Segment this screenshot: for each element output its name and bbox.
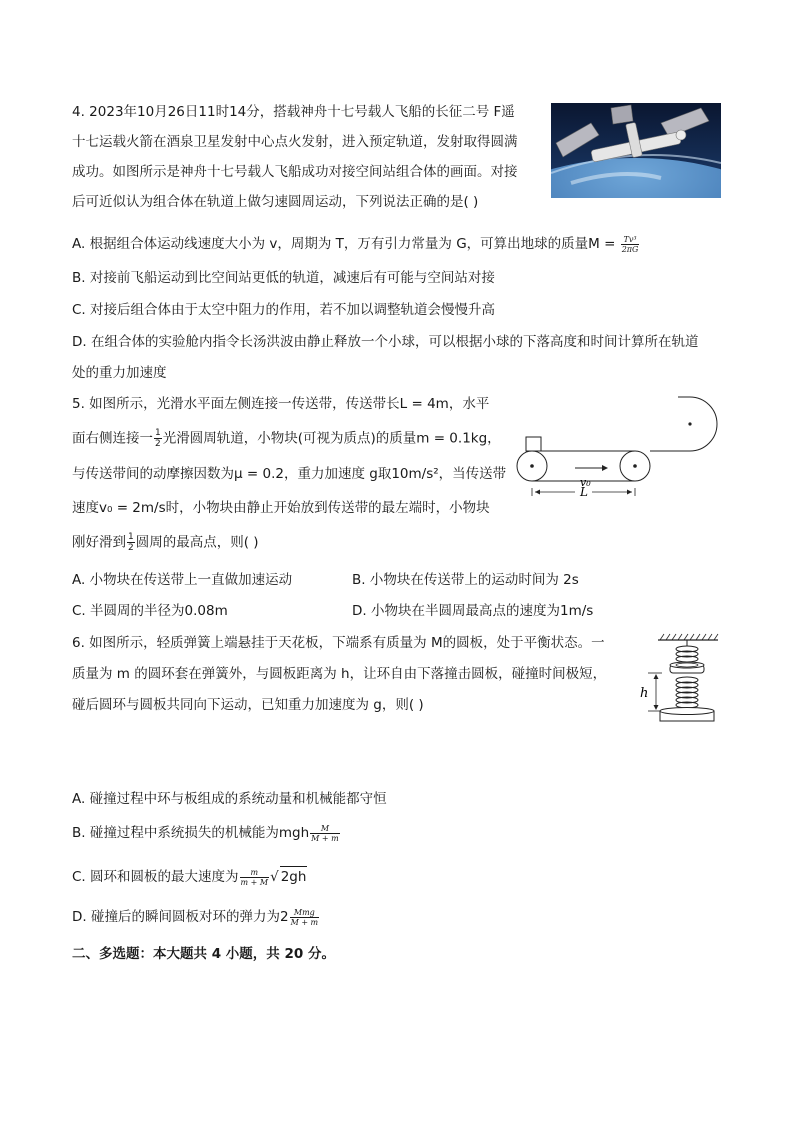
q5-option-d: D. 小物块在半圆周最高点的速度为1m/s xyxy=(352,603,594,619)
q5-option-a: A. 小物块在传送带上一直做加速运动 xyxy=(72,572,293,588)
q4-line-4: 后可近似认为组合体在轨道上做匀速圆周运动，下列说法正确的是( ) xyxy=(72,194,479,210)
q6-d-denominator: M + m xyxy=(290,917,319,927)
q5-line-2-end: 光滑圆周轨道，小物块(可视为质点)的质量m = 0.1kg， xyxy=(162,430,501,447)
q6-line-2: 质量为 m 的圆环套在弹簧外，与圆板距离为 h，让环自由下落撞击圆板，碰撞时间极短， xyxy=(72,666,607,682)
q6-c-radicand: 2gh xyxy=(280,866,308,887)
q4-option-c: C. 对接后组合体由于太空中阻力的作用，若不加以调整轨道会慢慢升高 xyxy=(72,302,496,318)
spring-ring-figure xyxy=(630,632,725,727)
q6-option-b-text: B. 碰撞过程中系统损失的机械能为mgh xyxy=(72,825,310,841)
q6-c-denominator: m + M xyxy=(240,877,269,887)
q4-line-1: 4. 2023年10月26日11时14分，搭载神舟十七号载人飞船的长征二号 F遥 xyxy=(72,104,515,120)
space-station-photo xyxy=(551,103,721,198)
q5-line-5-end: 圆周的最高点，则( ) xyxy=(135,534,259,551)
q5-fraction-numerator: 1 xyxy=(155,428,161,438)
q4-fraction-numerator: Tv³ xyxy=(621,235,640,245)
q5-half-fraction xyxy=(154,428,162,449)
q6-option-c xyxy=(72,866,307,887)
q4-option-a-text: A. 根据组合体运动线速度大小为 v，周期为 T，万有引力常量为 G，可算出地球的质量M = xyxy=(72,236,616,252)
conveyor-belt-figure xyxy=(510,392,725,504)
q5-line-5-start: 刚好滑到 xyxy=(72,534,126,551)
q6-d-numerator: Mmg xyxy=(290,908,320,918)
q6-option-b-fraction xyxy=(310,824,340,843)
q6-option-d xyxy=(72,907,320,927)
q5-half-fraction-2 xyxy=(127,532,135,553)
sqrt-symbol: √ xyxy=(270,869,279,885)
q6-option-a: A. 碰撞过程中环与板组成的系统动量和机械能都守恒 xyxy=(72,791,387,807)
q5-fraction-denominator-2: 2 xyxy=(128,543,134,553)
q5-line-4: 速度v₀ = 2m/s时，小物块由静止开始放到传送带的最左端时，小物块 xyxy=(72,500,490,516)
q4-line-3: 成功。如图所示是神舟十七号载人飞船成功对接空间站组合体的画面。对接 xyxy=(72,164,518,180)
q4-option-a xyxy=(72,234,640,254)
q6-option-d-text: D. 碰撞后的瞬间圆板对环的弹力为2 xyxy=(72,909,289,925)
q6-b-numerator: M xyxy=(310,824,340,834)
q4-line-2: 十七运载火箭在酒泉卫星发射中心点火发射，进入预定轨道，发射取得圆满 xyxy=(72,134,518,150)
conveyor-length-label: L xyxy=(580,485,588,499)
q4-option-d-line-1: D. 在组合体的实验舱内指令长汤洪波由静止释放一个小球，可以根据小球的下落高度和时间计算所在轨道 xyxy=(72,334,699,350)
q4-option-b: B. 对接前飞船运动到比空间站更低的轨道，减速后有可能与空间站对接 xyxy=(72,270,495,286)
conveyor-v0-label: v₀ xyxy=(580,476,591,489)
q5-fraction-denominator: 2 xyxy=(155,439,161,449)
q5-option-b: B. 小物块在传送带上的运动时间为 2s xyxy=(352,572,579,588)
q5-fraction-numerator-2: 1 xyxy=(128,532,134,542)
q6-option-c-fraction xyxy=(240,868,270,887)
q6-option-c-text: C. 圆环和圆板的最大速度为 xyxy=(72,869,239,885)
q6-option-b xyxy=(72,823,341,843)
q6-line-3: 碰后圆环与圆板共同向下运动，已知重力加速度为 g，则( ) xyxy=(72,697,424,713)
q4-option-d-line-2: 处的重力加速度 xyxy=(72,365,167,381)
q5-line-3: 与传送带间的动摩擦因数为μ = 0.2，重力加速度 g取10m/s²，当传送带 xyxy=(72,466,507,482)
q5-option-c: C. 半圆周的半径为0.08m xyxy=(72,603,228,619)
q6-line-1: 6. 如图所示，轻质弹簧上端悬挂于天花板，下端系有质量为 M的圆板，处于平衡状态。一 xyxy=(72,635,605,651)
q5-line-2-start: 面右侧连接一 xyxy=(72,430,153,447)
q6-option-d-fraction xyxy=(290,908,320,927)
q5-line-2 xyxy=(72,428,501,449)
q6-b-denominator: M + m xyxy=(311,833,339,843)
q5-line-1: 5. 如图所示，光滑水平面左侧连接一传送带，传送带长L = 4m，水平 xyxy=(72,396,490,412)
section-multiple-choice-header: 二、多选题：本大题共 4 小题，共 20 分。 xyxy=(72,946,335,962)
q5-line-5 xyxy=(72,532,259,553)
q6-c-numerator: m xyxy=(240,868,270,878)
spring-h-label: h xyxy=(640,686,649,701)
q4-fraction-denominator: 2πG xyxy=(621,244,639,254)
q4-option-a-fraction xyxy=(621,235,640,254)
